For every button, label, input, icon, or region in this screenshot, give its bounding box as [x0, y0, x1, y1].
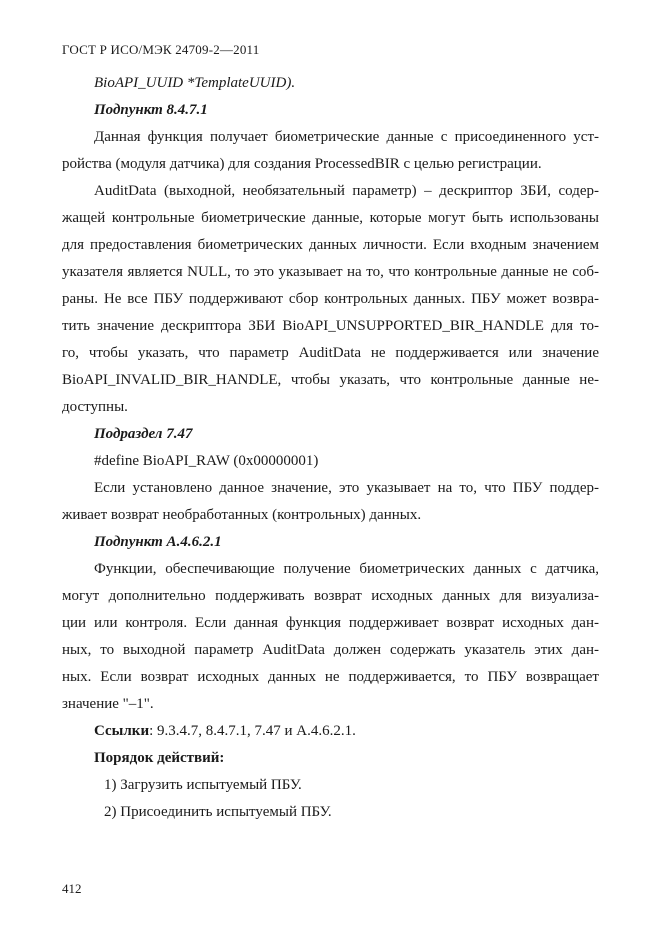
references-label: Ссылки	[94, 723, 150, 739]
procedure-heading: Порядок действий:	[94, 750, 225, 766]
paragraph-line: живает возврат необработанных (контрольных) данных.	[62, 507, 422, 523]
paragraph-line: Данная функция получает биометрические данные с присоединенного уст-	[94, 129, 599, 145]
procedure-step: 1) Загрузить испытуемый ПБУ.	[104, 777, 302, 793]
procedure-step: 2) Присоединить испытуемый ПБУ.	[104, 804, 332, 820]
paragraph-line: доступны.	[62, 399, 128, 415]
references-line	[62, 718, 599, 745]
paragraph-line: для предоставления биометрических данных личности. Если входным значением	[62, 237, 599, 253]
paragraph-line: ных. Если возврат исходных данных не поддерживается, то ПБУ возвращает	[62, 669, 599, 685]
code-continuation: BioAPI_UUID *TemplateUUID).	[94, 75, 296, 91]
paragraph-line: Если установлено данное значение, это указывает на то, что ПБУ поддер-	[94, 480, 599, 496]
paragraph-line: указателя является NULL, то это указывает на то, что контрольные данные не соб-	[62, 264, 599, 280]
paragraph-line: жащей контрольные биометрические данные, которые могут быть использованы	[62, 210, 599, 226]
paragraph-line: ных, то выходной параметр AuditData должен содержать указатель этих дан-	[62, 642, 599, 658]
paragraph-line: могут дополнительно поддерживать возврат исходных данных для визуализа-	[62, 588, 599, 604]
document-header: ГОСТ Р ИСО/МЭК 24709-2—2011	[62, 42, 260, 57]
paragraph-line: AuditData (выходной, необязательный параметр) – дескриптор ЗБИ, содер-	[94, 183, 599, 199]
paragraph-line: раны. Не все ПБУ поддерживают сбор контрольных данных. ПБУ может возвра-	[62, 291, 599, 307]
paragraph-line: тить значение дескриптора ЗБИ BioAPI_UNSUPPORTED_BIR_HANDLE для то-	[62, 318, 599, 334]
paragraph-line: значение "–1".	[62, 696, 154, 712]
paragraph-line: ройства (модуля датчика) для создания ProcessedBIR с целью регистрации.	[62, 156, 542, 172]
paragraph-line: Функции, обеспечивающие получение биометрических данных с датчика,	[94, 561, 599, 577]
references-value: : 9.3.4.7, 8.4.7.1, 7.47 и A.4.6.2.1.	[149, 723, 356, 739]
code-define-line: #define BioAPI_RAW (0x00000001)	[94, 453, 319, 469]
document-body	[62, 70, 599, 826]
paragraph-line: BioAPI_INVALID_BIR_HANDLE, чтобы указать, что контрольные данные не-	[62, 372, 599, 388]
paragraph-line: ции или контроля. Если данная функция поддерживает возврат исходных дан-	[62, 615, 599, 631]
paragraph-line: го, чтобы указать, что параметр AuditData не поддерживается или значение	[62, 345, 599, 361]
subclause-heading-8-4-7-1: Подпункт 8.4.7.1	[94, 102, 208, 118]
subclause-heading-a-4-6-2-1: Подпункт A.4.6.2.1	[94, 534, 222, 550]
page-number: 412	[62, 881, 82, 896]
subsection-heading-7-47: Подраздел 7.47	[94, 426, 193, 442]
